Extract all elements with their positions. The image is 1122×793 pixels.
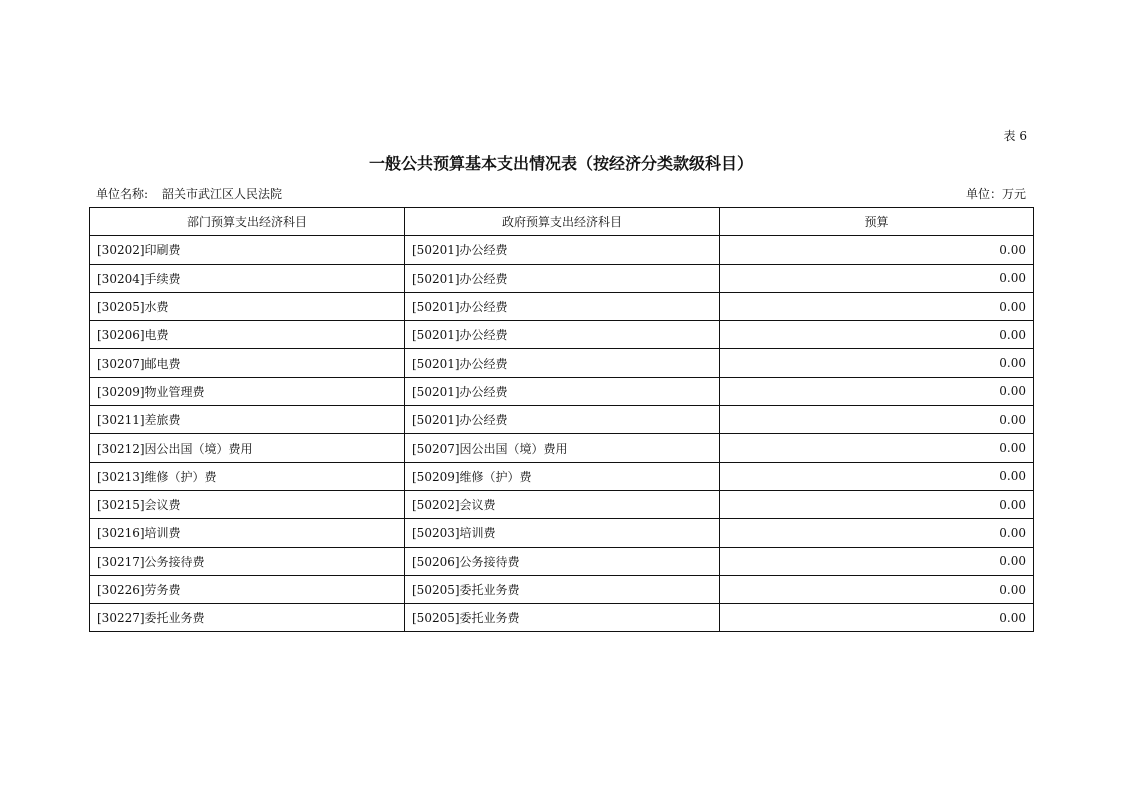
table-row: [90, 490, 1034, 518]
dept-subject-cell: [30211]差旅费: [90, 406, 405, 434]
budget-amount-cell: 0.00: [720, 264, 1034, 292]
dept-subject-cell: [30226]劳务费: [90, 575, 405, 603]
table-row: [90, 434, 1034, 462]
page-title: 一般公共预算基本支出情况表（按经济分类款级科目）: [368, 154, 753, 173]
budget-amount-cell: 0.00: [720, 292, 1034, 320]
dept-subject-cell: [30216]培训费: [90, 519, 405, 547]
unit-info-row: [96, 185, 1026, 202]
unit-name-block: [96, 185, 282, 202]
dept-subject-cell: [30205]水费: [90, 292, 405, 320]
unit-name-label: 单位名称:: [96, 187, 149, 201]
budget-amount-cell: 0.00: [720, 575, 1034, 603]
gov-subject-cell: [50205]委托业务费: [405, 604, 720, 632]
header-dept-subject: 部门预算支出经济科目: [90, 208, 405, 236]
gov-subject-cell: [50203]培训费: [405, 519, 720, 547]
table-row: [90, 377, 1034, 405]
dept-subject-cell: [30215]会议费: [90, 490, 405, 518]
budget-amount-cell: 0.00: [720, 236, 1034, 264]
header-gov-subject: 政府预算支出经济科目: [405, 208, 720, 236]
dept-subject-cell: [30204]手续费: [90, 264, 405, 292]
gov-subject-cell: [50201]办公经费: [405, 264, 720, 292]
dept-subject-cell: [30227]委托业务费: [90, 604, 405, 632]
gov-subject-cell: [50201]办公经费: [405, 349, 720, 377]
table-row: [90, 575, 1034, 603]
gov-subject-cell: [50205]委托业务费: [405, 575, 720, 603]
budget-amount-cell: 0.00: [720, 490, 1034, 518]
budget-amount-cell: 0.00: [720, 321, 1034, 349]
dept-subject-cell: [30213]维修（护）费: [90, 462, 405, 490]
budget-amount-cell: 0.00: [720, 349, 1034, 377]
budget-table: [89, 207, 1034, 632]
budget-amount-cell: 0.00: [720, 547, 1034, 575]
gov-subject-cell: [50201]办公经费: [405, 406, 720, 434]
unit-name: 韶关市武江区人民法院: [162, 187, 283, 201]
gov-subject-cell: [50201]办公经费: [405, 236, 720, 264]
table-header-row: [90, 208, 1034, 236]
table-row: [90, 236, 1034, 264]
gov-subject-cell: [50207]因公出国（境）费用: [405, 434, 720, 462]
dept-subject-cell: [30217]公务接待费: [90, 547, 405, 575]
budget-amount-cell: 0.00: [720, 377, 1034, 405]
gov-subject-cell: [50209]维修（护）费: [405, 462, 720, 490]
dept-subject-cell: [30209]物业管理费: [90, 377, 405, 405]
budget-amount-cell: 0.00: [720, 604, 1034, 632]
table-body: [90, 236, 1034, 632]
dept-subject-cell: [30207]邮电费: [90, 349, 405, 377]
table-row: [90, 519, 1034, 547]
gov-subject-cell: [50201]办公经费: [405, 377, 720, 405]
dept-subject-cell: [30206]电费: [90, 321, 405, 349]
budget-amount-cell: 0.00: [720, 519, 1034, 547]
header-budget: 预算: [720, 208, 1034, 236]
budget-amount-cell: 0.00: [720, 406, 1034, 434]
table-row: [90, 604, 1034, 632]
gov-subject-cell: [50202]会议费: [405, 490, 720, 518]
budget-amount-cell: 0.00: [720, 462, 1034, 490]
table-row: [90, 349, 1034, 377]
table-row: [90, 264, 1034, 292]
currency-unit: 单位：万元: [965, 187, 1026, 201]
table-row: [90, 406, 1034, 434]
table-number: 表 6: [1003, 129, 1027, 143]
table-row: [90, 292, 1034, 320]
table-row: [90, 321, 1034, 349]
gov-subject-cell: [50201]办公经费: [405, 321, 720, 349]
dept-subject-cell: [30202]印刷费: [90, 236, 405, 264]
gov-subject-cell: [50206]公务接待费: [405, 547, 720, 575]
budget-amount-cell: 0.00: [720, 434, 1034, 462]
dept-subject-cell: [30212]因公出国（境）费用: [90, 434, 405, 462]
table-row: [90, 462, 1034, 490]
gov-subject-cell: [50201]办公经费: [405, 292, 720, 320]
table-row: [90, 547, 1034, 575]
